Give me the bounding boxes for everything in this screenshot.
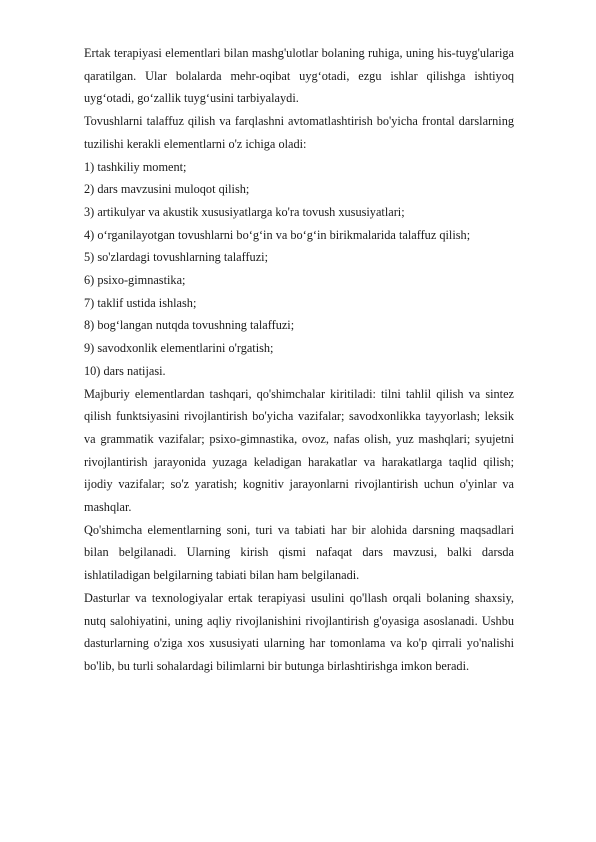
paragraph-fairy-tale-therapy: Ertak terapiyasi elementlari bilan mashg'ulotlar bolaning ruhiga, uning his-tuyg'ulariga qaratilgan. Ular bolalarda mehr-oqibat uyg‘otadi, ezgu ishlar qilishga ishtiyoq uyg‘otadi, go‘zallik tuyg‘usini tarbiyalaydi.	[84, 46, 514, 106]
list-item: 10) dars natijasi.	[84, 363, 166, 378]
list-item: 4) o‘rganilayotgan tovushlarni bo‘g‘in va bo‘g‘in birikmalarida talaffuz qilish;	[84, 227, 471, 242]
lesson-elements-list	[84, 156, 514, 383]
paragraph-additional-elements: Majburiy elementlardan tashqari, qo'shimchalar kiritiladi: tilni tahlil qilish va sintez qilish funktsiyasini rivojlantirish bo'yicha vazifalar; savodxonlikka tayyorlash; leksik va grammatik vazifalar; psixo-gimnastika, ovoz, nafas olish, yuz mashqlari; syujetni rivojlantirish jarayonida yuzaga keladigan harakatlar va harakatlarga taqlid qilish; ijodiy vazifalar; so'z yaratish; kognitiv jarayonlarni rivojlantirish uchun o'yinlar va mashqlar.	[84, 386, 514, 515]
paragraph-programs-technologies: Dasturlar va texnologiyalar ertak terapiyasi usulini qo'llash orqali bolaning shaxsiy, nutq salohiyatini, uning aqliy rivojlanishini rivojlantirish g'oyasiga asoslanadi. Ushbu dasturlarning o'ziga xos xususiyati ularning har tomonlama va ko'p qirrali yo'nalishi bo'lib, bu turli sohalardagi bilimlarni bir butunga birlashtirishga imkon beradi.	[84, 590, 514, 673]
paragraph-lesson-structure: Tovushlarni talaffuz qilish va farqlashni avtomatlashtirish bo'yicha frontal darslarning tuzilishi kerakli elementlarni o'z ichiga oladi:	[84, 114, 514, 151]
list-item: 5) so'zlardagi tovushlarning talaffuzi;	[84, 250, 268, 265]
list-item: 7) taklif ustida ishlash;	[84, 295, 197, 310]
list-item: 8) bog‘langan nutqda tovushning talaffuzi;	[84, 318, 295, 333]
list-item: 6) psixo-gimnastika;	[84, 273, 186, 288]
list-item: 1) tashkiliy moment;	[84, 159, 187, 174]
paragraph-element-count: Qo'shimcha elementlarning soni, turi va tabiati har bir alohida darsning maqsadlari bilan belgilanadi. Ularning kirish qismi nafaqat dars mavzusi, balki darsda ishlatiladigan belgilarning tabiati bilan ham belgilanadi.	[84, 522, 514, 583]
list-item: 2) dars mavzusini muloqot qilish;	[84, 182, 250, 197]
document-body	[84, 42, 514, 678]
list-item: 3) artikulyar va akustik xususiyatlarga ko'ra tovush xususiyatlari;	[84, 204, 405, 219]
list-item: 9) savodxonlik elementlarini o'rgatish;	[84, 341, 274, 356]
